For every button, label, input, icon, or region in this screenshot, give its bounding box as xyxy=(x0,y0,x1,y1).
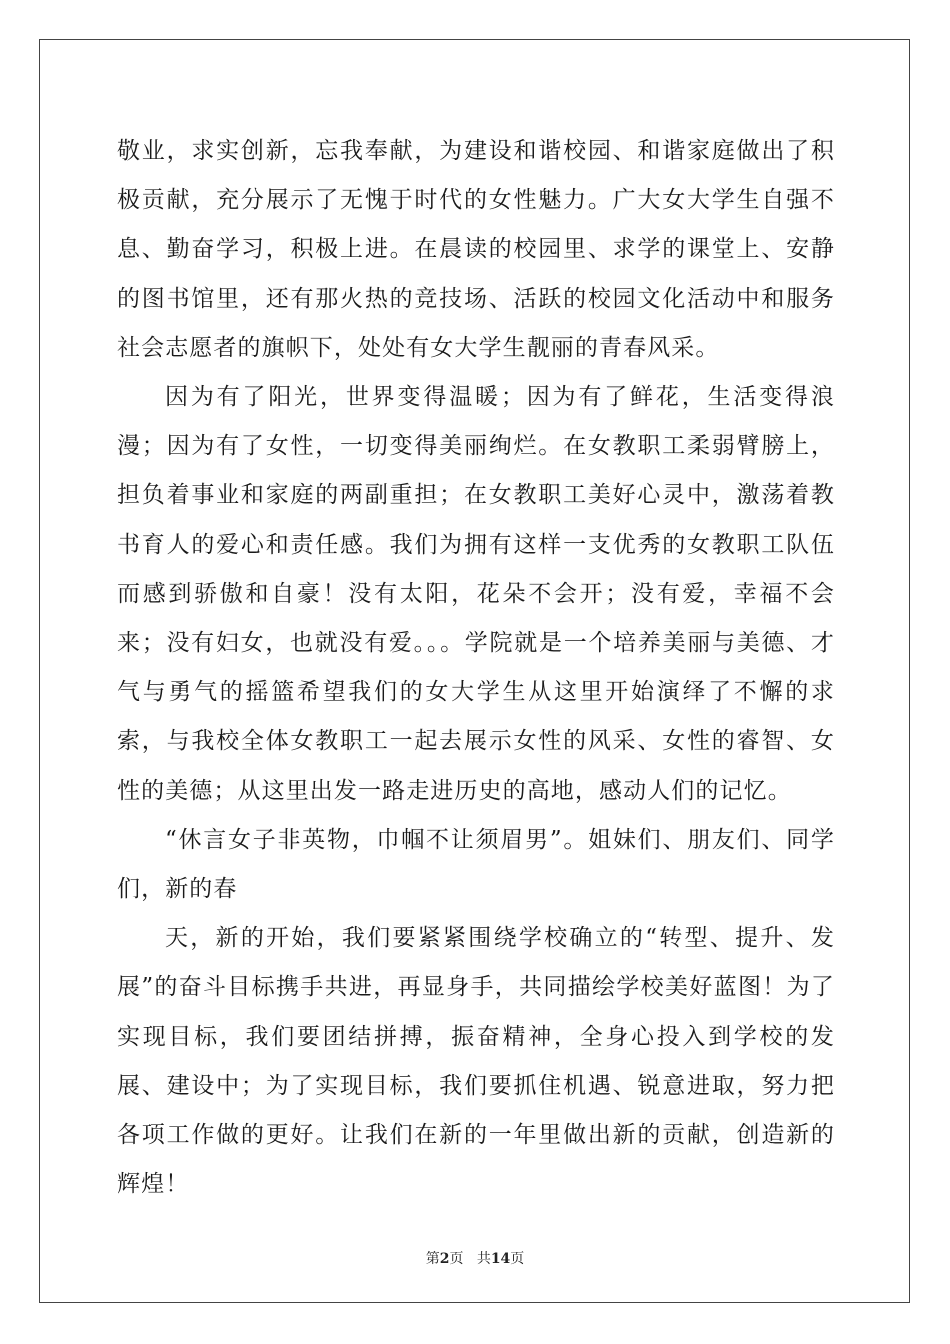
total-pages-prefix: 共 xyxy=(476,1251,491,1267)
paragraph-2: 因为有了阳光，世界变得温暖；因为有了鲜花，生活变得浪漫；因为有了女性，一切变得美丽绚烂。在女教职工柔弱臂膀上，担负着事业和家庭的两副重担；在女教职工美好心灵中，激荡着教书育人的爱心和责任感。我们为拥有这样一支优秀的女教职工队伍而感到骄傲和自豪！没有太阳，花朵不会开；没有爱，幸福不会来；没有妇女，也就没有爱。。。学院就是一个培养美丽与美德、才气与勇气的摇篮希望我们的女大学生从这里开始演绎了不懈的求索，与我校全体女教职工一起去展示女性的风采、女性的睿智、女性的美德；从这里出发一路走进历史的高地，感动人们的记忆。 xyxy=(117,384,835,804)
page-number: 2 xyxy=(439,1251,450,1267)
page-footer xyxy=(0,1248,950,1268)
page-number-prefix: 第 xyxy=(425,1251,440,1267)
total-pages: 14 xyxy=(490,1251,511,1267)
paragraph-4: 天，新的开始，我们要紧紧围绕学校确立的“转型、提升、发展”的奋斗目标携手共进，再显身手，共同描绘学校美好蓝图！为了实现目标，我们要团结拼搏，振奋精神，全身心投入到学校的发展、建设中；为了实现目标，我们要抓住机遇、锐意进取，努力把各项工作做的更好。让我们在新的一年里做出新的贡献，创造新的辉煌！ xyxy=(117,925,835,1198)
total-pages-suffix: 页 xyxy=(510,1251,525,1267)
paragraph-1: 敬业，求实创新，忘我奉献，为建设和谐校园、和谐家庭做出了积极贡献，充分展示了无愧于时代的女性魅力。广大女大学生自强不息、勤奋学习，积极上进。在晨读的校园里、求学的课堂上、安静的图书馆里，还有那火热的竞技场、活跃的校园文化活动中和服务社会志愿者的旗帜下，处处有女大学生靓丽的青春风采。 xyxy=(117,138,835,361)
document-body xyxy=(117,127,835,1209)
page-number-suffix: 页 xyxy=(449,1251,464,1267)
paragraph-3: “休言女子非英物，巾帼不让须眉男”。姐妹们、朋友们、同学们，新的春 xyxy=(117,826,835,903)
